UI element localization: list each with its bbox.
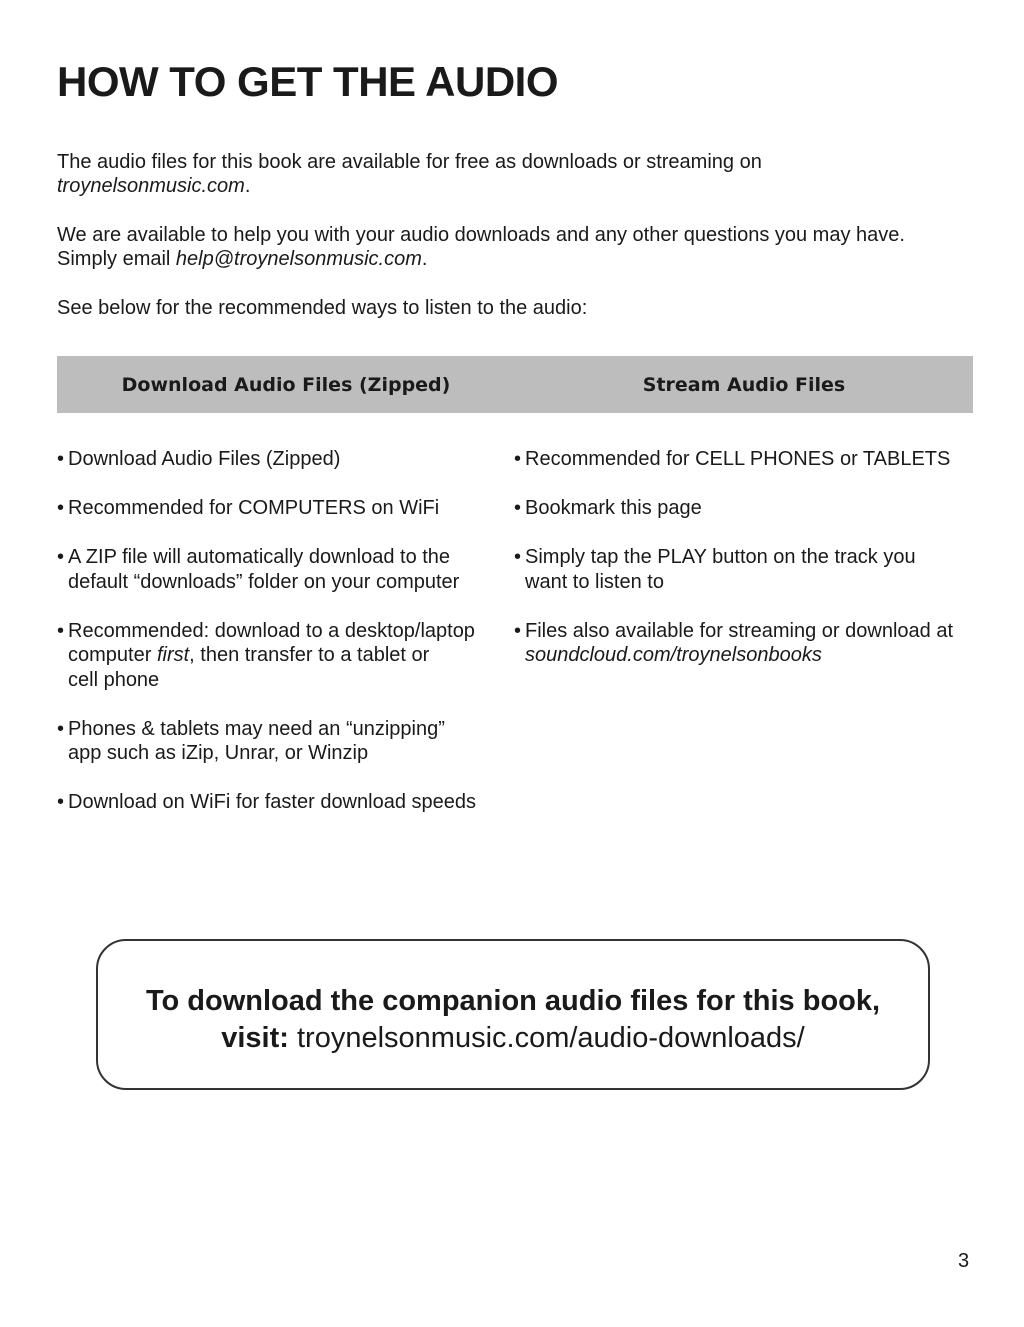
callout-heading: To download the companion audio files for this book, — [145, 985, 881, 1017]
stream-list — [514, 447, 974, 692]
page-number: 3 — [958, 1250, 970, 1272]
list-item: • Recommended: download to a desktop/laptop computer first, then transfer to a tablet or cell phone — [57, 619, 475, 691]
download-callout-box — [96, 939, 930, 1090]
bullet: • — [514, 619, 522, 642]
intro-paragraph-help: We are available to help you with your audio downloads and any other questions you may have. Simply email help@troynelsonmusic.com. — [57, 224, 905, 270]
list-item: • Recommended for CELL PHONES or TABLETS — [514, 448, 951, 470]
callout-visit-label: visit: — [221, 1022, 289, 1054]
site-link[interactable]: troynelsonmusic.com — [57, 175, 245, 197]
bullet: • — [514, 448, 522, 470]
list-item: • Download Audio Files (Zipped) — [57, 448, 341, 470]
list-item: • Files also available for streaming or download at soundcloud.com/troynelsonbooks — [514, 619, 953, 666]
intro-paragraph-availability: The audio files for this book are available for free as downloads or streaming on troynelsonmusic.com. — [57, 151, 762, 197]
intro-help-text: We are available to help you with your audio downloads and any other questions you may have. — [57, 224, 905, 246]
audio-downloads-link[interactable]: troynelsonmusic.com/audio-downloads/ — [296, 1022, 805, 1054]
intro-section — [57, 150, 957, 320]
list-item: • Phones & tablets may need an “unzipping” app such as iZip, Unrar, or Winzip — [57, 717, 445, 764]
bullet: • — [514, 546, 522, 568]
bullet: • — [57, 717, 65, 740]
list-item: • Download on WiFi for faster download speeds — [57, 791, 476, 813]
bullet: • — [57, 448, 65, 470]
list-item: • Simply tap the PLAY button on the track you want to listen to — [514, 546, 916, 593]
list-item: • Bookmark this page — [514, 497, 702, 519]
bullet: • — [57, 619, 65, 642]
columns-header-bar — [57, 356, 973, 413]
bullet: • — [514, 497, 522, 519]
list-item: • Recommended for COMPUTERS on WiFi — [57, 497, 440, 519]
download-column-header: Download Audio Files (Zipped) — [121, 373, 451, 396]
intro-availability-text: The audio files for this book are available for free as downloads or streaming on — [57, 151, 762, 173]
list-item: • A ZIP file will automatically download to the default “downloads” folder on your computer — [57, 546, 460, 593]
help-email-link[interactable]: help@troynelsonmusic.com — [175, 248, 422, 270]
intro-paragraph-recommended: See below for the recommended ways to listen to the audio: — [57, 297, 588, 319]
bullet: • — [57, 497, 65, 519]
bullet: • — [57, 546, 65, 568]
soundcloud-link[interactable]: soundcloud.com/troynelsonbooks — [525, 644, 822, 666]
download-list — [57, 447, 497, 839]
page-title: HOW TO GET THE AUDIO — [57, 58, 558, 105]
stream-column-header: Stream Audio Files — [642, 373, 846, 396]
bullet: • — [57, 791, 65, 813]
